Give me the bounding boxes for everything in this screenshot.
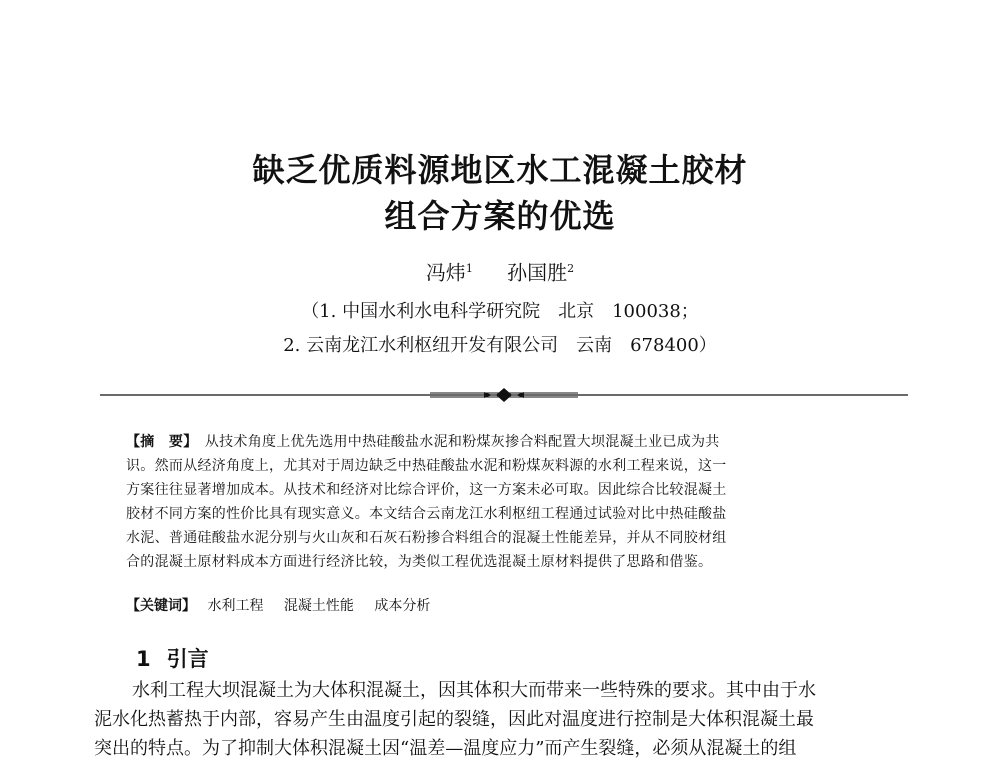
section-number: 1 <box>136 647 151 671</box>
author-name: 孙国胜 <box>507 260 568 285</box>
abstract-line: 合的混凝土原材料成本方面进行经济比较，为类似工程优选混凝土原材料提供了思路和借鉴。 <box>126 554 713 570</box>
abstract-line: 水泥、普通硅酸盐水泥分别与火山灰和石灰石粉掺合料组合的混凝土性能差异，并从不同胶材组 <box>126 530 727 546</box>
affiliation-2: 2. 云南龙江水利枢纽开发有限公司 云南 678400） <box>283 335 717 356</box>
section-heading <box>136 646 209 672</box>
paper-title-line-2: 组合方案的优选 <box>384 197 616 235</box>
author <box>507 256 574 286</box>
author-affiliation-mark: 2 <box>567 262 575 275</box>
keyword: 混凝土性能 <box>283 598 354 614</box>
ornamental-divider <box>100 384 908 406</box>
paper-title-line-1: 缺乏优质料源地区水工混凝土胶材 <box>252 151 748 189</box>
keywords <box>126 594 880 618</box>
affiliation-1: （1. 中国水利水电科学研究院 北京 100038； <box>301 301 699 322</box>
body-line: 水利工程大坝混凝土为大体积混凝土，因其体积大而带来一些特殊的要求。其中由于水 <box>132 680 816 701</box>
section-title: 引言 <box>166 647 209 671</box>
keyword: 成本分析 <box>374 598 431 614</box>
keywords-label: 【关键词】 <box>126 598 189 614</box>
abstract-label: 【摘 要】 <box>126 434 191 450</box>
abstract <box>126 430 880 574</box>
author-name: 冯炜 <box>425 260 466 285</box>
abstract-line: 方案往往显著增加成本。从技术和经济对比综合评价，这一方案未必可取。因此综合比较混凝土 <box>126 482 727 498</box>
abstract-line: 胶材不同方案的性价比具有现实意义。本文结合云南龙江水利枢纽工程通过试验对比中热硅酸盐 <box>126 506 727 522</box>
author-affiliation-mark: 1 <box>465 262 473 275</box>
abstract-text: 从技术角度上优先选用中热硅酸盐水泥和粉煤灰掺合料配置大坝混凝土业已成为共 <box>204 434 720 450</box>
author <box>426 256 473 286</box>
body-line: 突出的特点。为了抑制大体积混凝土因“温差—温度应力”而产生裂缝，必须从混凝土的组 <box>94 738 797 759</box>
abstract-line: 识。然而从经济角度上，尤其对于周边缺乏中热硅酸盐水泥和粉煤灰料源的水利工程来说，这一 <box>126 458 727 474</box>
body-line: 泥水化热蓄热于内部，容易产生由温度引起的裂缝，因此对温度进行控制是大体积混凝土最 <box>94 709 814 730</box>
abstract-line <box>126 430 880 454</box>
body-text <box>94 676 912 763</box>
author-list <box>0 256 1000 286</box>
keyword: 水利工程 <box>207 598 264 614</box>
